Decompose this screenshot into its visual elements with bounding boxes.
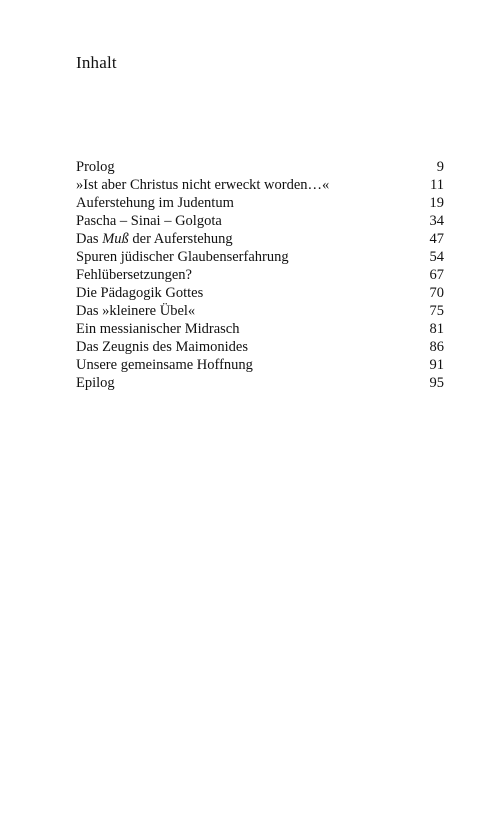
toc-entry [76, 374, 444, 392]
toc-entry-emphasis: Muß [102, 231, 129, 247]
toc-entry-title: Fehlübersetzungen? [76, 267, 192, 283]
toc-entry [76, 158, 444, 176]
toc-entry-title: Das Muß der Auferstehung [76, 231, 233, 247]
toc-entry-page-number: 11 [430, 177, 444, 193]
toc-entry [76, 338, 444, 356]
toc-entry-title: Spuren jüdischer Glaubenserfahrung [76, 249, 289, 265]
toc-entry [76, 176, 444, 194]
toc-entry [76, 284, 444, 302]
toc-entry-page-number: 70 [429, 285, 444, 301]
toc-entry-title: Auferstehung im Judentum [76, 195, 234, 211]
contents-heading: Inhalt [76, 53, 117, 72]
toc-entry-page-number: 9 [436, 159, 444, 175]
toc-entry [76, 194, 444, 212]
toc-entry [76, 230, 444, 248]
table-of-contents [76, 158, 444, 392]
toc-entry-page-number: 81 [429, 321, 444, 337]
toc-entry-page-number: 34 [429, 213, 444, 229]
toc-entry [76, 212, 444, 230]
toc-entry [76, 302, 444, 320]
toc-entry-title: Das »kleinere Übel« [76, 303, 196, 319]
toc-entry-page-number: 91 [429, 357, 444, 373]
toc-entry [76, 266, 444, 284]
toc-entry-title: Die Pädagogik Gottes [76, 285, 204, 301]
toc-entry-title: »Ist aber Christus nicht erweckt worden…« [76, 177, 330, 193]
toc-entry-title: Epilog [76, 375, 115, 391]
toc-entry-page-number: 19 [429, 195, 444, 211]
toc-entry-page-number: 86 [429, 339, 444, 355]
toc-entry-title: Unsere gemeinsame Hoffnung [76, 357, 253, 373]
toc-entry [76, 320, 444, 338]
toc-entry-page-number: 47 [429, 231, 444, 247]
toc-entry-title: Prolog [76, 159, 115, 175]
toc-entry-page-number: 54 [429, 249, 444, 265]
toc-entry-title: Ein messianischer Midrasch [76, 321, 240, 337]
toc-entry-page-number: 67 [429, 267, 444, 283]
toc-entry-title: Das Zeugnis des Maimonides [76, 339, 248, 355]
toc-entry-title: Pascha – Sinai – Golgota [76, 213, 222, 229]
toc-entry-page-number: 75 [429, 303, 444, 319]
toc-entry-page-number: 95 [429, 375, 444, 391]
toc-entry [76, 356, 444, 374]
toc-entry [76, 248, 444, 266]
